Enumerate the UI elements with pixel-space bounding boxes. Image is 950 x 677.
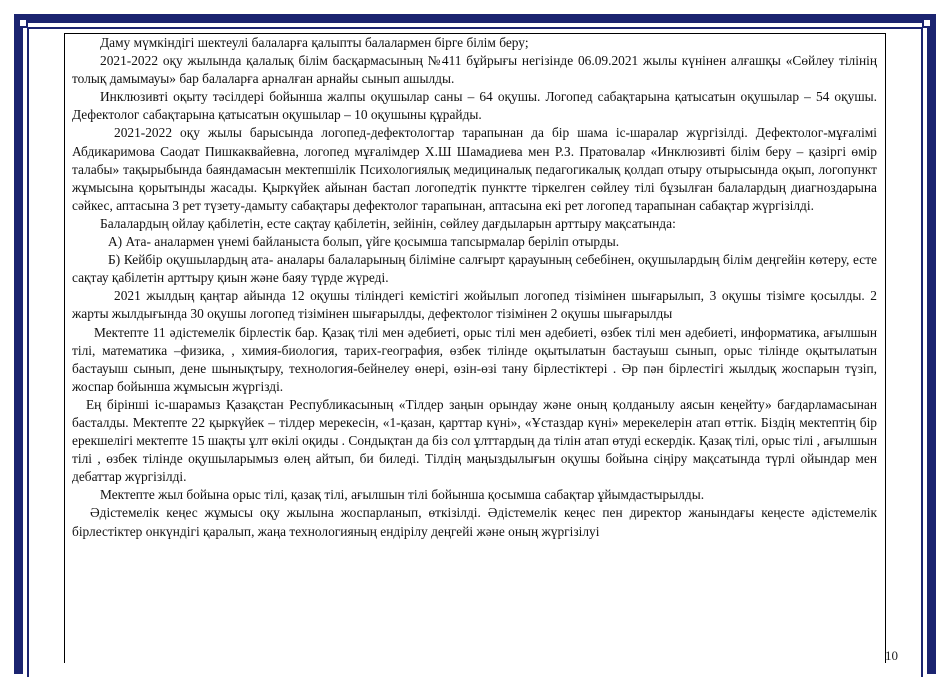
paragraph-3: Инклюзивті оқыту тәсілдері бойынша жалпы оқушылар саны – 64 оқушы. Логопед сабақтарына қатысатын оқушылар – 54 оқушы. Дефектолог сабақтарына қатысатын оқушылар – 10 оқушыны құрайды. — [72, 89, 877, 123]
paragraph-11: Мектепте жыл бойына орыс тілі, қазақ тілі, ағылшын тілі бойынша қосымша сабақтар ұйымдастырылды. — [100, 487, 705, 503]
paragraph-2: 2021-2022 оқу жылында қалалық білім басқармасының №411 бұйрығы негізінде 06.09.2021 жылы күнінен алғашқы «Сөйлеу тілінің толық дамымауы» бар балаларға арналған арнайы сынып ашылды. — [72, 53, 877, 87]
paragraph-9: Мектепте 11 әдістемелік бірлестік бар. Қазақ тілі мен әдебиеті, орыс тілі мен әдебиеті, өзбек тілі мен әдебиеті, информатика, ағылшын тілі, математика –физика, , химия-биология, тарих-география, өзбек тілінде оқытылатын бастауыш сынып, орыс тілінде оқытылатын бастауыш сынып, дене шынықтыру, технология-бейнелеу өнері, өзін-өзі тану бірлестіктері . Әр пән бірлестігі жылдық жоспарын түзіп, жоспар бойынша жұмысын жүргізді. — [72, 324, 877, 394]
paragraph-10: Ең бірінші іс-шарамыз Қазақстан Республикасының «Тілдер заңын орындау және оның қолданылу аясын кеңейту» бағдарламасынан басталды. Мектепте 22 қыркүйек – тілдер мерекесін, «1-қазан, қарттар күні», «Ұстаздар күні» мерекелерін атап өттік. Біздің мектептің бір ерекшелігі мектепте 15 шақты ұлт өкілі оқиды . Сондықтан да біз сол ұлттардың да тілін атап өтуді ескердік. Қазақ тілі, орыс тілі , ағылшын тілі , өзбек тілінде оқушыларымыз өлең айтып, би биледі. Тілдің маңыздылығын оқушы бойына сіңіру мақсатында түрлі ойындар мен дебаттар жүргізілді. — [72, 396, 877, 485]
paragraph-1: Даму мүмкіндігі шектеулі балаларға қалыпты балалармен бірге білім беру; — [100, 35, 529, 50]
document-text-box — [64, 33, 886, 663]
page-number: 10 — [885, 648, 898, 663]
paragraph-4: 2021-2022 оқу жылы барысында логопед-дефектологтар тарапынан да бір шама іс-шаралар жүргізілді. Дефектолог-мұғалімі Абдикаримова Саодат Пишкаквайевна, логопед мұғалімдер Х.Ш Шамадиева мен Р.З. Пратовалар «Инклюзивті білім беру – қазіргі өмір талабы» тақырыбында баяндамасын мектепшілік Психологиялық медициналық педагогикалық қолдап отыру отырысында оқып, логопункт жұмысына қорытынды жасады. Қыркүйек айынан бастап логопедтік пунктте тіркелген сөйлеу тілі бұзылған балалардың диагноздарына сәйкес, аптасына 3 рет түзету-дамыту сабақтары дефектолог тарапынан, аптасына екі рет логопед тарапынан сабақтар жүргізілді. — [72, 125, 877, 213]
frame-corner-top-left — [18, 18, 28, 28]
paragraph-7: Б) Кейбір оқушылардың ата- аналары балаларының біліміне салғырт қарауының себебінен, оқушылардың білім деңгейін көтеру, есте сақтау қабілетін арттыру қиын және баяу түрде жүреді. — [72, 252, 877, 286]
paragraph-5: Балалардың ойлау қабілетін, есте сақтау қабілетін, зейінін, сөйлеу дағдыларын арттыру мақсатында: — [100, 215, 676, 231]
frame-corner-top-right — [922, 18, 932, 28]
paragraph-8: 2021 жылдың қаңтар айында 12 оқушы тіліндегі кемістігі жойылып логопед тізімінен шығарылып, 3 оқушы тізімге қосылды. 2 жарты жылдығында 30 оқушы логопед тізімінен шығарылды, дефектолог тізімінен 2 оқушы шығарылды — [72, 288, 877, 322]
document-body — [65, 34, 885, 541]
paragraph-6: А) Ата- аналармен үнемі байланыста болып, үйге қосымша тапсырмалар беріліп отырды. — [108, 234, 620, 250]
paragraph-12: Әдістемелік кеңес жұмысы оқу жылына жоспарланып, өткізілді. Әдістемелік кеңес пен директор жанындағы кеңесте әдістемелік бірлестіктер онкүндігі қаралып, жаңа технологияның ендірілу деңгейі және оның жүргізілуі — [72, 505, 877, 539]
